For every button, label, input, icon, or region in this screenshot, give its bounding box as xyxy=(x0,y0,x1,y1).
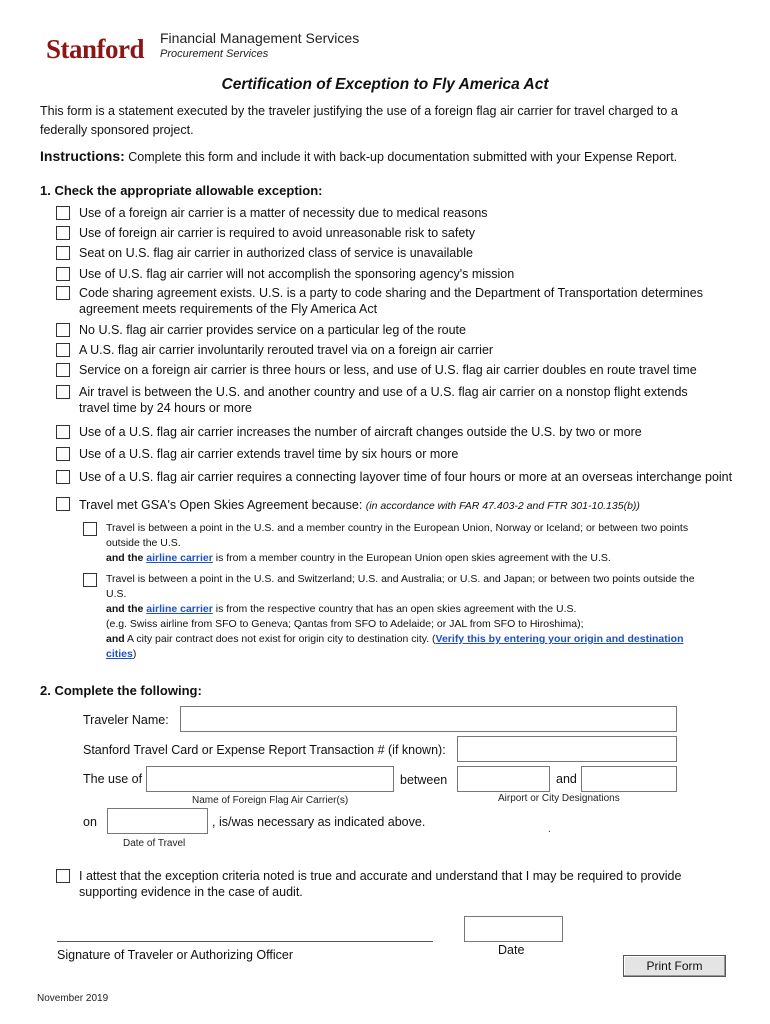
eu-line: Travel is between a point in the U.S. and a member country in the European Union, Norway or Iceland; or between two points outside the U.S. xyxy=(106,522,689,549)
instructions xyxy=(40,148,677,164)
subdepartment-name: Procurement Services xyxy=(160,48,269,60)
carrier-name-input[interactable] xyxy=(146,766,394,792)
eu-checkbox[interactable] xyxy=(83,522,97,536)
signature-line[interactable] xyxy=(57,941,433,942)
exception-checkbox-1[interactable] xyxy=(56,206,70,220)
signature-date-input[interactable] xyxy=(464,916,563,942)
necessary-label: , is/was necessary as indicated above. xyxy=(212,815,426,829)
exception-option-5: Code sharing agreement exists. U.S. is a party to code sharing and the Department of Transportation determines agreement meets requirements of the Fly America Act xyxy=(79,286,703,316)
section1-heading: 1. Check the appropriate allowable exception: xyxy=(40,183,323,198)
traveler-name-input[interactable] xyxy=(180,706,677,732)
date-caption: Date of Travel xyxy=(123,838,186,849)
use-of-label: The use of xyxy=(83,772,143,786)
exception-checkbox-9[interactable] xyxy=(56,385,70,399)
exception-option-12: Use of a U.S. flag air carrier requires a connecting layover time of four hours or more at an overseas interchange point xyxy=(79,470,733,484)
airport-caption: Airport or City Designations xyxy=(498,793,620,804)
and-label: and xyxy=(556,772,577,786)
print-form-button[interactable]: Print Form xyxy=(623,955,726,977)
origin-city-input[interactable] xyxy=(457,766,550,792)
other-suffix: is from the respective country that has an open skies agreement with the U.S. xyxy=(215,603,577,615)
other-example: (e.g. Swiss airline from SFO to Geneva; Qantas from SFO to Adelaide; or JAL from SFO to Hiroshima); xyxy=(106,618,584,630)
exception-option-11: Use of a U.S. flag air carrier extends travel time by six hours or more xyxy=(79,447,459,461)
eu-airline-carrier-link[interactable]: airline carrier xyxy=(146,552,213,564)
exception-checkbox-10[interactable] xyxy=(56,425,70,439)
eu-text xyxy=(106,521,706,566)
verify-cities-link[interactable]: Verify this by entering your origin and destination cities xyxy=(106,633,684,660)
section2-heading: 2. Complete the following: xyxy=(40,683,202,698)
close-paren: ) xyxy=(132,648,137,660)
other-airline-carrier-link[interactable]: airline carrier xyxy=(146,603,213,615)
exception-checkbox-6[interactable] xyxy=(56,323,70,337)
intro-text: This form is a statement executed by the traveler justifying the use of a foreign flag air carrier for travel charged to a federally sponsored project. xyxy=(40,104,678,137)
stanford-logo: Stanford xyxy=(46,34,145,64)
exception-option-4: Use of U.S. flag air carrier will not accomplish the sponsoring agency's mission xyxy=(79,267,515,281)
other-country-checkbox[interactable] xyxy=(83,573,97,587)
open-skies-note: (in accordance with FAR 47.403-2 and FTR 301-10.135(b)) xyxy=(365,500,640,512)
other-and2: and xyxy=(106,633,125,645)
exception-checkbox-5[interactable] xyxy=(56,286,70,300)
form-title: Certification of Exception to Fly America Act xyxy=(221,76,549,93)
other-country-text xyxy=(106,572,706,662)
exception-option-3: Seat on U.S. flag air carrier in authorized class of service is unavailable xyxy=(79,246,473,260)
exception-checkbox-4[interactable] xyxy=(56,267,70,281)
eu-suffix: is from a member country in the European Union open skies agreement with the U.S. xyxy=(215,552,611,564)
exception-option-7: A U.S. flag air carrier involuntarily rerouted travel via on a foreign air carrier xyxy=(79,343,494,357)
other-and: and the xyxy=(106,603,144,615)
exception-option-1: Use of a foreign air carrier is a matter of necessity due to medical reasons xyxy=(79,206,488,220)
carrier-caption: Name of Foreign Flag Air Carrier(s) xyxy=(192,795,349,806)
exception-checkbox-3[interactable] xyxy=(56,246,70,260)
travel-date-input[interactable] xyxy=(107,808,208,834)
department-name: Financial Management Services xyxy=(160,30,360,46)
stray-dot: . xyxy=(548,824,551,835)
date-label: Date xyxy=(498,943,525,957)
exception-checkbox-7[interactable] xyxy=(56,343,70,357)
between-label: between xyxy=(400,773,448,787)
transaction-number-input[interactable] xyxy=(457,736,677,762)
eu-and: and the xyxy=(106,552,144,564)
attest-text: I attest that the exception criteria noted is true and accurate and understand that I may be required to provide supporting evidence in the case of audit. xyxy=(79,869,682,899)
exception-checkbox-12[interactable] xyxy=(56,470,70,484)
attest-checkbox[interactable] xyxy=(56,869,70,883)
exception-checkbox-8[interactable] xyxy=(56,363,70,377)
exception-checkbox-2[interactable] xyxy=(56,226,70,240)
instructions-label: Instructions: xyxy=(40,148,125,164)
exception-option-8: Service on a foreign air carrier is three hours or less, and use of U.S. flag air carrier doubles en route travel time xyxy=(79,363,697,377)
exception-checkbox-11[interactable] xyxy=(56,447,70,461)
exception-option-6: No U.S. flag air carrier provides service on a particular leg of the route xyxy=(79,323,466,337)
on-label: on xyxy=(83,815,97,829)
destination-city-input[interactable] xyxy=(581,766,677,792)
open-skies-label: Travel met GSA's Open Skies Agreement because: xyxy=(79,498,363,512)
signature-label: Signature of Traveler or Authorizing Officer xyxy=(57,948,293,962)
instructions-text: Complete this form and include it with back-up documentation submitted with your Expense Report. xyxy=(128,150,678,164)
footer-date: November 2019 xyxy=(37,993,109,1004)
exception-option-9: Air travel is between the U.S. and another country and use of a U.S. flag air carrier on a nonstop flight extends travel time by 24 hours or more xyxy=(79,385,688,415)
open-skies-option xyxy=(79,497,759,514)
card-label: Stanford Travel Card or Expense Report Transaction # (if known): xyxy=(83,743,446,757)
open-skies-checkbox[interactable] xyxy=(56,497,70,511)
exception-option-10: Use of a U.S. flag air carrier increases the number of aircraft changes outside the U.S. by two or more xyxy=(79,425,642,439)
traveler-name-label: Traveler Name: xyxy=(83,713,169,727)
city-pair-text: A city pair contract does not exist for origin city to destination city. ( xyxy=(127,633,436,645)
other-line: Travel is between a point in the U.S. and Switzerland; U.S. and Australia; or U.S. and Japan; or between two points outside the U.S. xyxy=(106,573,695,600)
exception-option-2: Use of foreign air carrier is required to avoid unreasonable risk to safety xyxy=(79,226,476,240)
